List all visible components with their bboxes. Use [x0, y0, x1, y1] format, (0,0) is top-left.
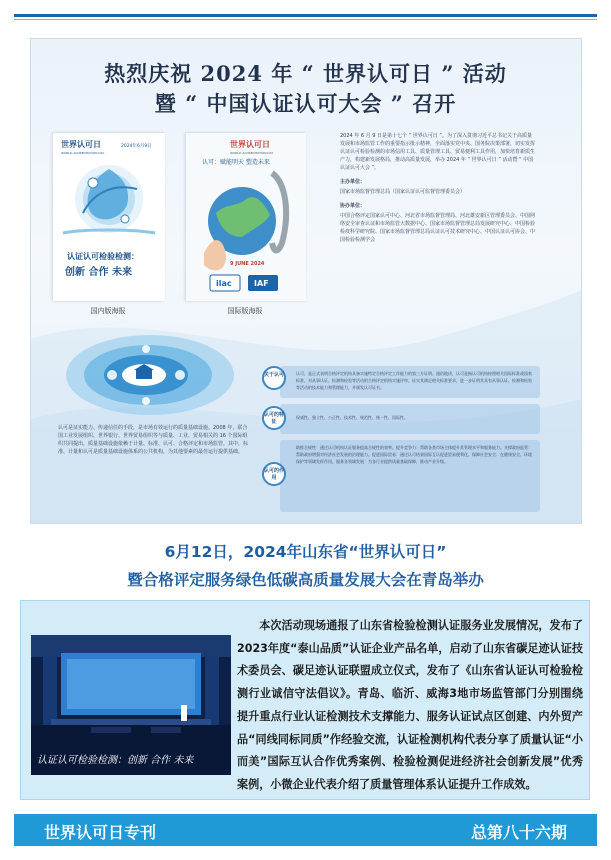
coorganizer-text: 中国合格评定国家认可中心、河北省市场监督管理局、河北雄安新区管理委员会、中国网络安全审查认证和市场监管大数据中心、国家市场监督管理总局发展研究中心、中国检验检疫科学研究院、国家市场监督管理总局认证认可技术研究中心、中国认证认可协会、中国检验检测学会	[340, 213, 536, 243]
top-rule-thin	[14, 19, 597, 20]
roles-bubble: 认可的作用	[262, 462, 286, 486]
intro-paragraph: 2024 年 6 月 9 日是第十七个 “ 世界认可日 ”。为了深入贯彻习近平总书记关于高质量发展和市场监管工作的重要指示批示精神，全面落实党中央、国务院决策部署，切实发挥认证认可检验检测的市场信用工具、质量管理工具、贸易便利工具作用，加快培育新质生产力，构建新发展格局，推动高质量发展，举办 2024 年 “ 世界认可日 ” 活动暨 “ 中国认证认可大会 ”。	[340, 133, 536, 171]
about-accreditation-bubble: 关于认可	[262, 366, 286, 390]
international-poster-art	[186, 133, 306, 301]
organizer-heading: 主办单位：	[340, 179, 366, 185]
poster-a-date: 2024年6月9日	[121, 144, 152, 149]
footer-bar	[14, 814, 597, 846]
poster-title-line1: 热烈庆祝 2024 年 “ 世界认可日 ” 活动	[104, 61, 507, 86]
infrastructure-rings-graphic	[60, 325, 235, 420]
poster-a-subtitle: WORLD ACCREDITATION DAY	[61, 151, 105, 155]
domestic-poster-art	[53, 133, 165, 301]
poster-b-date: 9 JUNE 2024	[230, 261, 265, 267]
headline-line2: 暨合格评定服务绿色低碳高质量发展大会在青岛举办	[127, 571, 484, 589]
domestic-poster-caption: 国内版海报	[90, 307, 126, 315]
poster-b-subtitle: WORLD ACCREDITATION DAY	[230, 151, 274, 155]
iaf-logo: IAF	[254, 279, 269, 288]
event-photo	[31, 635, 231, 775]
poster-title-line2: 暨 “ 中国认证认可大会 ” 召开	[154, 91, 457, 116]
footer-issue: 总第八十六期	[470, 823, 567, 842]
poster-a-title: 世界认可日	[61, 140, 101, 149]
roles-band: 助推合规性：通过认可机构认证服务提高合规性的效率。提升竞争力：帮助各类市场主体提升其管理水平和服务能力。支撑政府监管：帮助政府增强对经济社会发展的治理能力。促进国际贸易：通过认可结果国际互认促进贸易便利化。保障社会安全：在健康安全、环境保护等领域发挥作用。服务各领域发展：为各行业提供质量基础保障，推动产业升级。	[280, 440, 540, 512]
domestic-poster	[52, 132, 164, 300]
poster-intro	[340, 132, 536, 250]
quality-infrastructure-text: 认可是证实能力、传递信任的手段，是市场有效运行的质量基础设施。2008 年，联合国工业发展组织、世界银行、世界贸易组织等与质量、工业、贸易相关的 16 个国际组织共同提出，质量基础设施依赖于计量、标准、认可、合格评定和市场监管。其中，标准、计量和认可是质量基础设施体系的公共机构，为其他要素的最佳运行提供基础。	[58, 425, 249, 455]
organizer-text: 国家市场监督管理总局（国家认证认可监督管理委员会）	[340, 189, 466, 195]
about-accreditation-band: 认可，是正式表明合格评定机构具备实施特定合格评定工作能力的第三方证明。通俗地讲，认可是指认可机构按照相关国际标准或国家标准，对从事认证、检测和检验等活动的合格评定机构实施评审，证实其满足相关标准要求，进一步证明其具有从事认证、检测和检验等活动的技术能力和管理能力，并颁发认可证书。	[280, 366, 540, 398]
poster-a-slogan2: 创新 合作 未来	[65, 267, 132, 278]
headline-line1: 6月12日，2024年山东省“世界认可日”	[164, 543, 447, 561]
features-bubble: 认可的特征	[262, 406, 286, 430]
poster-b-title: 世界认可日	[230, 140, 270, 149]
footer-title: 世界认可日专刊	[44, 823, 157, 842]
international-poster	[185, 132, 305, 300]
article-body: 本次活动现场通报了山东省检验检测认证服务业发展情况，发布了2023年度“泰山品质”认证企业产品名单，启动了山东省碳足迹认证技术委员会、碳足迹认证联盟成立仪式，发布了《山东省认证认可检验检测行业诚信守法倡议》。青岛、临沂、威海3地市场监管部门分别围绕提升重点行业认证检测技术支撑能力、服务认证试点区创建、内外贸产品“同线同标同质”作经验交流，认证检测机构代表分享了质量认证“小而美”国际互认合作优秀案例、检验检测促进经济社会创新发展”优秀案例，小微企业代表介绍了质量管理体系认证提升工作成效。	[237, 619, 583, 791]
article-box	[20, 600, 590, 800]
top-rule	[14, 14, 597, 17]
photo-banner-text: 认证认可检验检测：创新 合作 未来	[37, 755, 194, 766]
international-poster-caption: 国际版海报	[227, 307, 263, 315]
ilac-logo: ilac	[216, 279, 232, 288]
poster-b-tagline: 认可：赋能明天 塑造未来	[202, 159, 270, 166]
coorganizer-heading: 协办单位：	[340, 203, 366, 209]
poster-a-slogan1: 认证认可检验检测：	[67, 252, 139, 261]
features-band: 权威性、独立性、公正性、技术性、规范性、统一性、国际性。	[280, 404, 540, 434]
